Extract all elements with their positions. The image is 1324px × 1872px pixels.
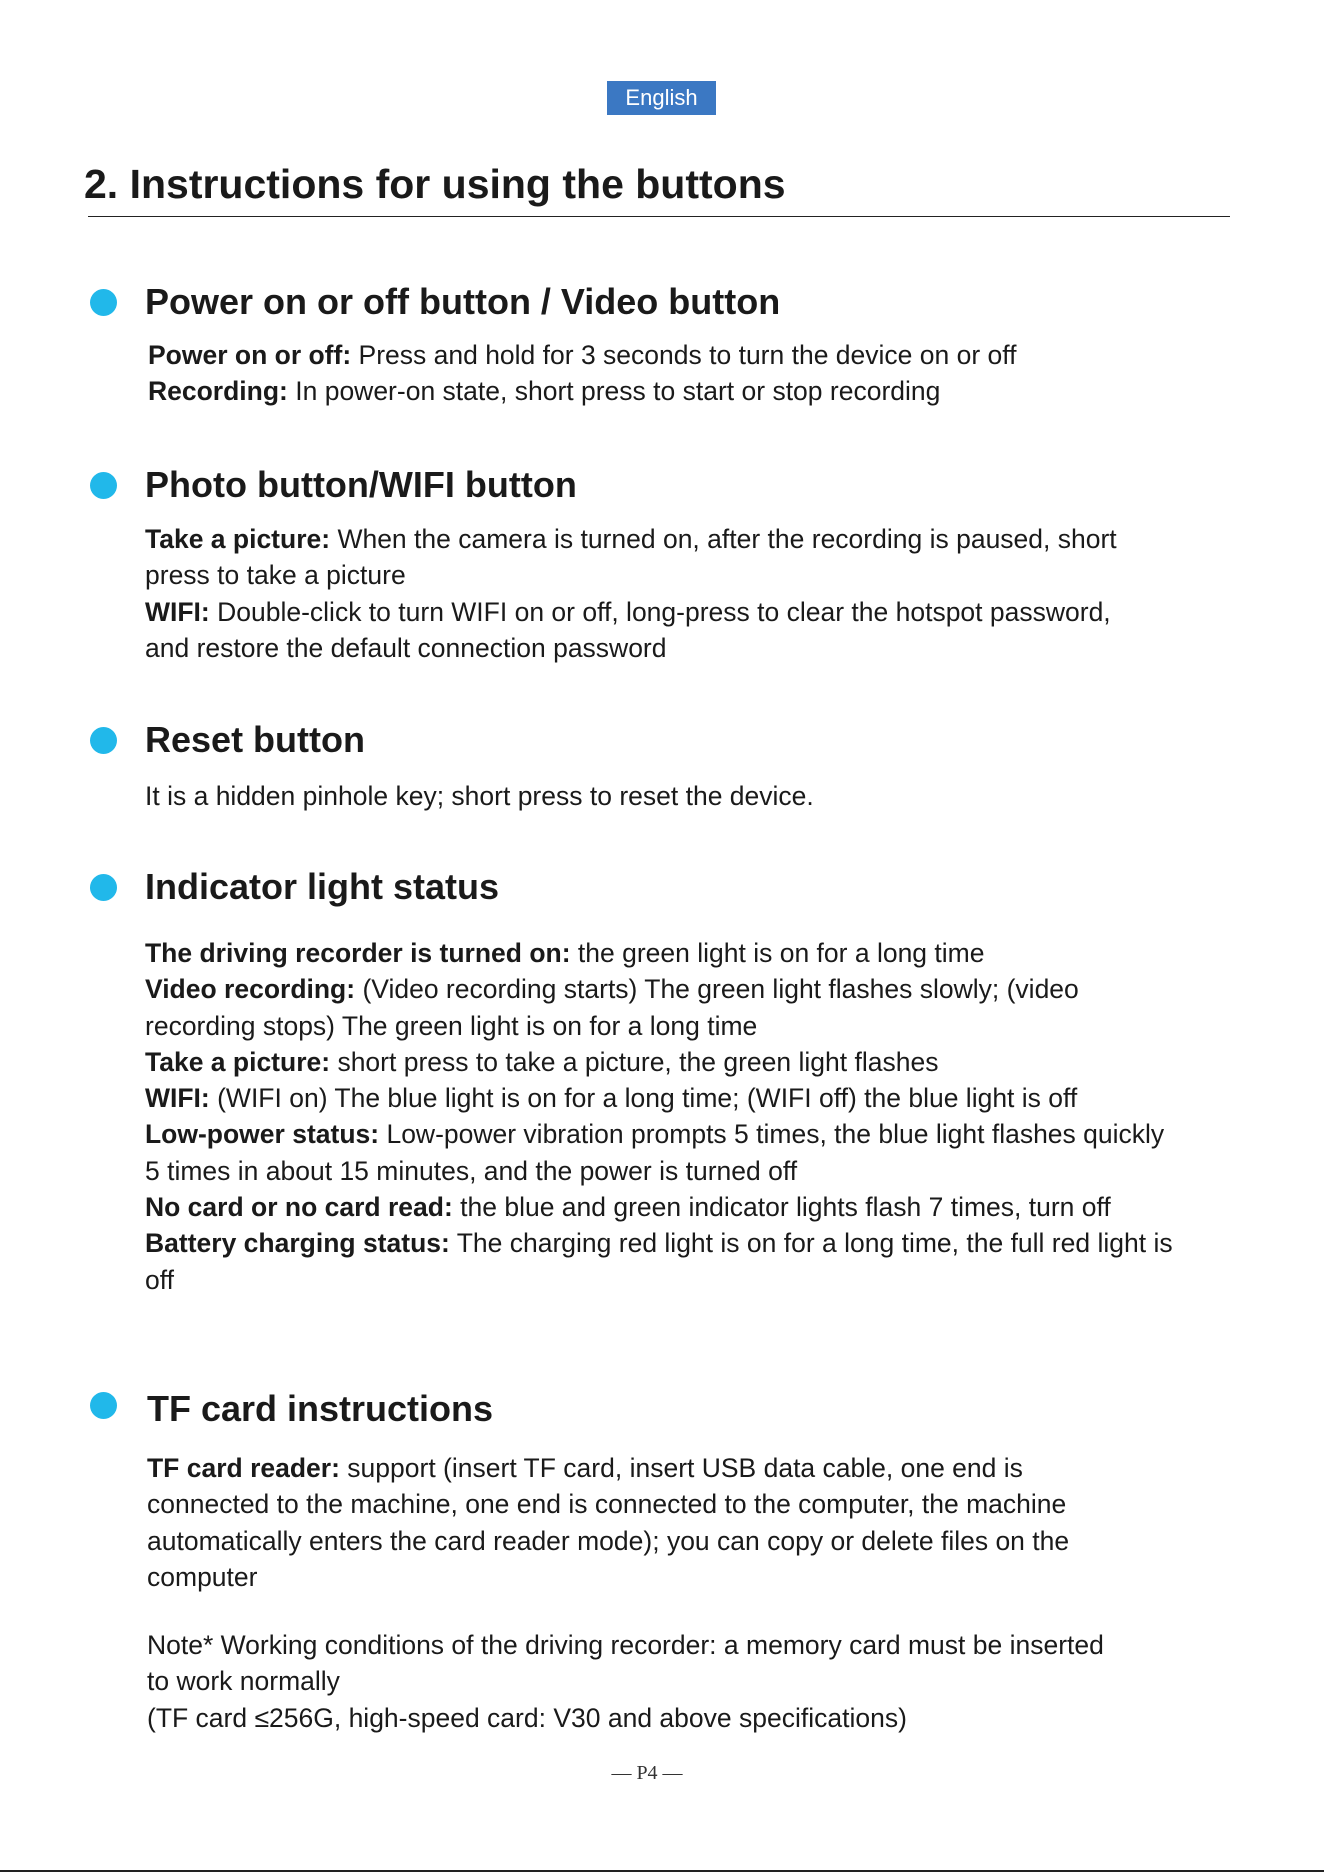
bullet-icon	[90, 874, 117, 901]
language-badge: English	[607, 81, 716, 115]
indicator-take-picture	[145, 1044, 1175, 1080]
instruction-text: The charging red light is on for a long time, the full red light is off	[145, 1228, 1173, 1295]
section-body-tf-card	[147, 1450, 1097, 1595]
instruction-tf-card-reader	[147, 1450, 1097, 1595]
instruction-power	[148, 337, 1148, 373]
instruction-text: Double-click to turn WIFI on or off, long-press to clear the hotspot password, and restore the default connection password	[145, 596, 1111, 663]
section-body-power-video	[148, 337, 1148, 410]
page-title: 2. Instructions for using the buttons	[84, 161, 786, 207]
indicator-wifi	[145, 1080, 1175, 1116]
note-line: (TF card ≤256G, high-speed card: V30 and above specifications)	[147, 1702, 907, 1733]
section-body-photo-wifi	[145, 521, 1145, 666]
instruction-text: the green light is on for a long time	[570, 938, 985, 968]
bullet-icon	[90, 1392, 117, 1419]
instruction-text: When the camera is turned on, after the recording is paused, short press to take a picture	[145, 524, 1117, 591]
instruction-label: Take a picture:	[145, 1046, 331, 1077]
instruction-text: In power-on state, short press to start or stop recording	[287, 376, 941, 407]
bullet-icon	[90, 289, 117, 316]
instruction-text: the blue and green indicator lights flash 7 times, turn off	[452, 1192, 1111, 1223]
instruction-label: The driving recorder is turned on:	[145, 938, 571, 968]
page-number: — P4 —	[611, 1762, 683, 1784]
indicator-low-power	[145, 1116, 1175, 1189]
indicator-no-card	[145, 1189, 1175, 1225]
instruction-text: It is a hidden pinhole key; short press to reset the device.	[145, 781, 814, 811]
note-line: Note* Working conditions of the driving recorder: a memory card must be inserted to work normally	[147, 1630, 1104, 1697]
instruction-text: (Video recording starts) The green light flashes slowly; (video recording stops) The green light is on for a long time	[145, 974, 1079, 1041]
section-heading-reset: Reset button	[145, 719, 365, 760]
section-heading-indicator: Indicator light status	[145, 866, 500, 907]
instruction-take-picture	[145, 521, 1145, 594]
instruction-label: Video recording:	[145, 974, 356, 1005]
instruction-label: Low-power status:	[145, 1119, 380, 1150]
instruction-label: WIFI:	[145, 1083, 210, 1114]
section-heading-tf-card: TF card instructions	[147, 1388, 494, 1429]
instruction-text: Press and hold for 3 seconds to turn the device on or off	[351, 340, 1017, 370]
instruction-recording	[148, 373, 1148, 409]
bullet-icon	[90, 727, 117, 754]
section-heading-photo-wifi: Photo button/WIFI button	[145, 464, 577, 505]
instruction-label: Recording:	[148, 376, 288, 407]
instruction-text: support (insert TF card, insert USB data cable, one end is connected to the machine, one end is connected to the computer, the machine automatically enters the card reader mode); you can copy or delete files on the computer	[147, 1453, 1070, 1592]
indicator-power-on	[145, 935, 1175, 971]
bullet-icon	[90, 472, 117, 499]
instruction-label: WIFI:	[145, 596, 210, 627]
instruction-text: (WIFI on) The blue light is on for a long time; (WIFI off) the blue light is off	[209, 1083, 1078, 1114]
instruction-text: short press to take a picture, the green light flashes	[330, 1046, 939, 1077]
instruction-label: Battery charging status:	[145, 1228, 450, 1259]
instruction-text: Low-power vibration prompts 5 times, the blue light flashes quickly 5 times in about 15 minutes, and the power is turned off	[145, 1119, 1165, 1186]
title-divider	[88, 216, 1230, 217]
section-body-reset	[145, 778, 1145, 814]
instruction-label: Power on or off:	[148, 340, 352, 370]
instruction-wifi	[145, 594, 1145, 667]
instruction-label: No card or no card read:	[145, 1192, 453, 1223]
working-conditions-note	[147, 1627, 1107, 1736]
instruction-reset	[145, 778, 1145, 814]
indicator-battery-charging	[145, 1225, 1175, 1298]
indicator-video-recording	[145, 971, 1175, 1044]
instruction-label: Take a picture:	[145, 524, 331, 554]
section-body-indicator	[145, 935, 1175, 1298]
section-heading-power-video: Power on or off button / Video button	[145, 281, 781, 322]
instruction-label: TF card reader:	[147, 1453, 340, 1483]
